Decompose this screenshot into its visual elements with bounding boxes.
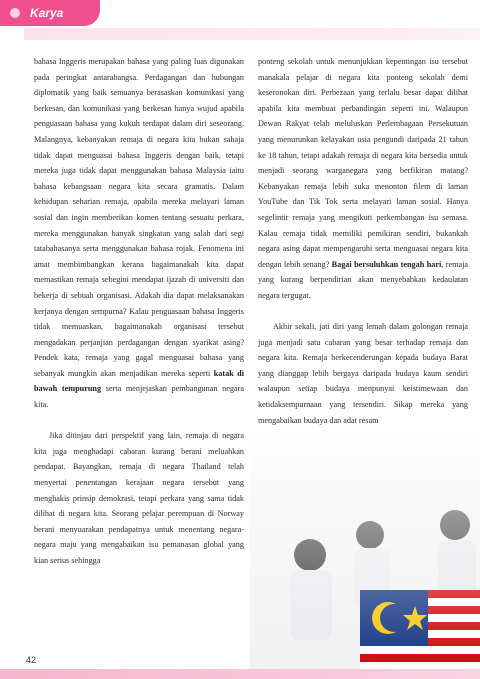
paragraph-text: bahasa Inggeris merupakan bahasa yang paling luas digunakan pada peringkat antarabangsa. Perdagangan dan hubungan diplomatik yang baik semuanya berasaskan komunikasi yang berkesan, dan komunikasi yang berkesan hanya wujud apabila penguasaan bahasa yang kukuh terdapat dalam diri seseorang. Malangnya, kebanyakan remaja di negara kita bukan sahaja tidak dapat menguasai bahasa Inggeris dengan baik, tetapi mereka juga tidak dapat menggunakan bahasa Malaysia iaitu bahasa kebangsaan negara kita secara gramatis. Dalam kehidupan seharian remaja, apabila mereka melayari laman sosial dan ingin memberikan komen tentang sesuatu perkara, mereka menggunakan banyak singkatan yang salah dari segi tatabahasanya serta menggunakan bahasa rojak. Fenomena ini amat membimbangkan kerana bagaimanakah kita dapat memastikan remaja sebegini mendapat ijazah di universiti dan bekerja di sebuah organisasi. Adakah dia dapat melaksanakan kerjanya dengan sempurna? Kalau penguasaan bahasa Inggeris tidak memuaskan, bagaimanakah organisasi tersebut mengadakan perjanjian perdagangan dengan syarikat asing? Pendek kata, remaja yang gagal menguasai bahasa yang sebanyak mungkin akan menjadikan mereka seperti: [34, 57, 244, 378]
section-tab-label: Karya: [30, 6, 64, 20]
paragraph-text: ponteng sekolah untuk menunjukkan kepentingan isu tersebut manakala pelajar di negara kita ponteng sekolah demi keseronokan diri. Perbezaan yang terlalu besar dapat dilihat apabila kita membuat perbandingan seperti ini. Walaupun Dewan Rakyat telah meluluskan Perlembagaan Persekutuan yang menurunkan kelayakan usia pengundi daripada 21 tahun ke 18 tahun, tetapi adakah remaja di negara kita bersedia untuk menjadi seorang warganegara yang berfikiran matang? Kebanyakan remaja lebih suka menonton filem di laman YouTube dan Tik Tok serta melayari laman sosial. Hanya segelintir remaja yang mengikuti perkembangan isu semasa. Kalau remaja tidak memiliki pemikiran sendiri, bukankah negara asing dapat mempengaruhi serta menguasai negara kita dengan lebih senang?: [258, 57, 468, 269]
right-column: [258, 54, 468, 444]
idiom-text: katak di bawah tempurung: [34, 368, 244, 394]
dot-icon: [10, 8, 20, 18]
flag-illustration: [250, 430, 480, 679]
students-flag-photo: [250, 430, 480, 679]
page-number: 42: [26, 655, 37, 665]
paragraph: [258, 54, 468, 304]
paragraph-text: serta menjejaskan pembangunan negara kita.: [34, 384, 244, 410]
paragraph: [34, 54, 244, 413]
idiom-text: Bagai bersuluhkan tengah hari: [331, 259, 442, 269]
paragraph-text: Akhir sekali, jati diri yang lemah dalam golongan remaja juga menjadi satu cabaran yang besar terhadap remaja dan negara kita. Remaja berkecenderungan kepada budaya Barat yang dianggap lebih bergaya daripada budaya kaum sendiri walaupun setiap budaya menpunyai keistimewaan dan ketidaksempurnaan yang tersendiri. Sikap mereka yang mengabaikan budaya dan adat resam: [258, 322, 468, 425]
footer-band: [0, 669, 480, 679]
left-column: [34, 54, 244, 584]
paragraph-text: , remaja yang kurang berpendirian akan menyebabkan kedaulatan negara tergugat.: [258, 259, 468, 300]
paragraph-text: Jika ditinjau dari perspektif yang lain, remaja di negara kita juga menghadapi cabaran kurang berani meluahkan pendapat. Bayangkan, remaja di negara Thailand telah menyertai penentangan kerajaan negara tersebut yang menghakis prinsip demokrasi, tetapi perkara yang sama tidak dilihat di negara kita. Seorang pelajar perempuan di Norway berani menyuarakan pendapatnya untuk menentang negara-negara maju yang mengabaikan isu pemanasan global yang kian serius sehingga: [34, 431, 244, 565]
paragraph: [34, 428, 244, 568]
header-rule: [24, 28, 480, 40]
section-tab: [0, 0, 100, 26]
paragraph: [258, 319, 468, 428]
